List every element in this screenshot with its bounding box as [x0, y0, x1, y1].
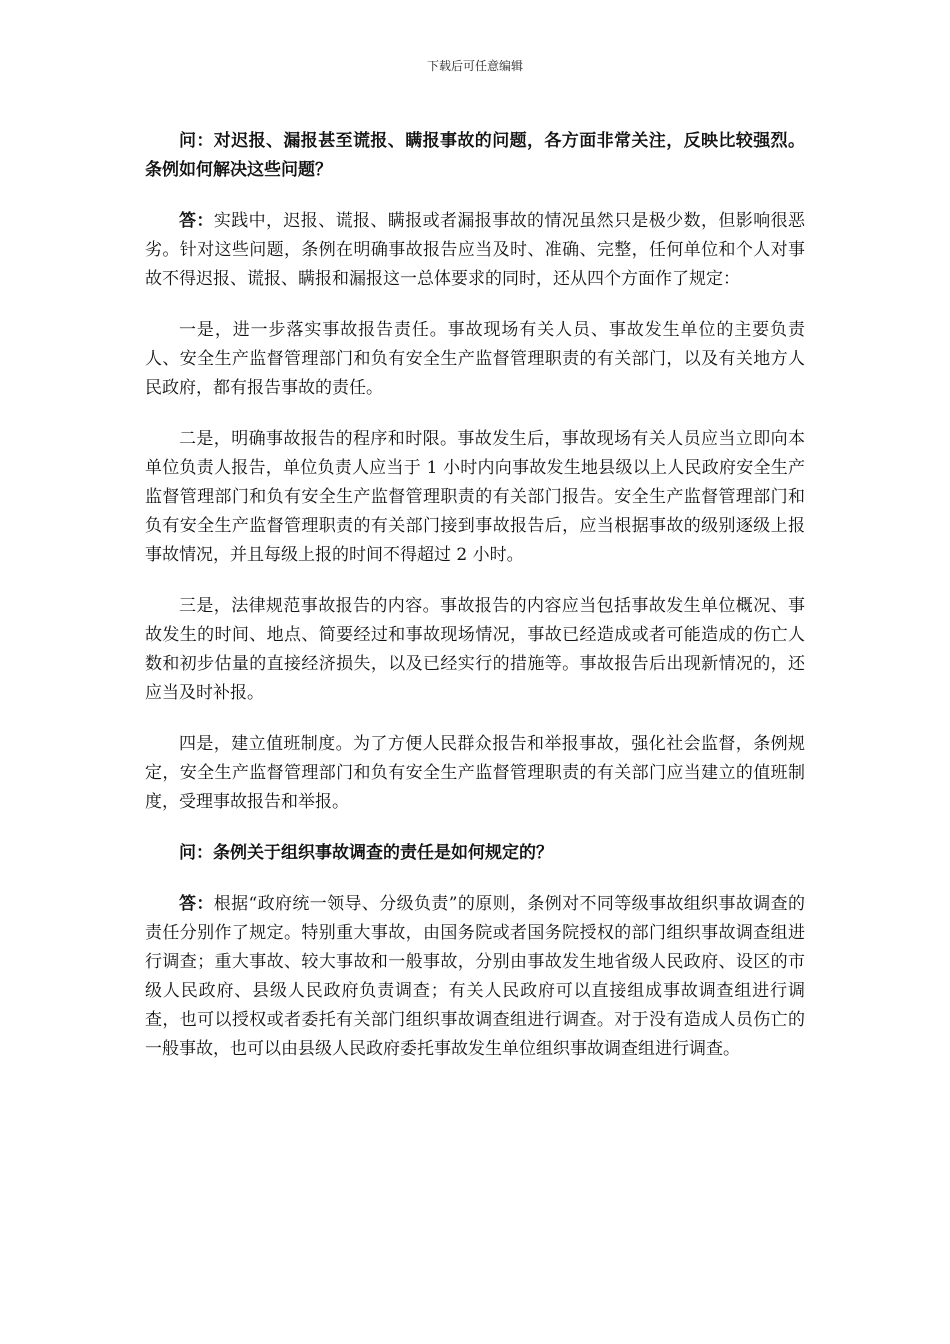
point-2: 二是，明确事故报告的程序和时限。事故发生后，事故现场有关人员应当立即向本单位负责人报告，单位负责人应当于 1 小时内向事故发生地县级以上人民政府安全生产监督管理部门和负有安全生产监督管理职责的有关部门报告。安全生产监督管理部门和负有安全生产监督管理职责的有关部门接到事故报告后，应当根据事故的级别逐级上报事故情况，并且每级上报的时间不得超过 2 小时。 — [145, 429, 805, 565]
question-1: 问：对迟报、漏报甚至谎报、瞒报事故的问题，各方面非常关注，反映比较强烈。条例如何解决这些问题？ — [145, 131, 805, 180]
document-body — [145, 127, 805, 1086]
answer-1 — [145, 207, 805, 294]
point-3: 三是，法律规范事故报告的内容。事故报告的内容应当包括事故发生单位概况、事故发生的时间、地点、简要经过和事故现场情况，事故已经造成或者可能造成的伤亡人数和初步估量的直接经济损失，以及已经实行的措施等。事故报告后出现新情况的，还应当及时补报。 — [145, 596, 805, 703]
answer-2-lead: 答： — [179, 894, 214, 914]
question-2: 问：条例关于组织事故调查的责任是如何规定的？ — [179, 843, 553, 863]
page-header: 下载后可任意编辑 — [426, 59, 523, 73]
point-1: 一是，进一步落实事故报告责任。事故现场有关人员、事故发生单位的主要负责人、安全生产监督管理部门和负有安全生产监督管理职责的有关部门，以及有关地方人民政府，都有报告事故的责任。 — [145, 320, 805, 398]
point-4: 四是，建立值班制度。为了方便人民群众报告和举报事故，强化社会监督，条例规定，安全生产监督管理部门和负有安全生产监督管理职责的有关部门应当建立的值班制度，受理事故报告和举报。 — [145, 734, 805, 812]
answer-2-text: 根据“政府统一领导、分级负责”的原则，条例对不同等级事故组织事故调查的责任分别作了规定。特别重大事故，由国务院或者国务院授权的部门组织事故调查组进行调查；重大事故、较大事故和一般事故，分别由事故发生地省级人民政府、设区的市级人民政府、县级人民政府负责调查；有关人民政府可以直接组成事故调查组进行调查，也可以授权或者委托有关部门组织事故调查组进行调查。对于没有造成人员伤亡的一般事故，也可以由县级人民政府委托事故发生单位组织事故调查组进行调查。 — [145, 894, 805, 1059]
answer-1-lead: 答： — [179, 211, 214, 231]
answer-2 — [145, 890, 805, 1064]
answer-1-text: 实践中，迟报、谎报、瞒报或者漏报事故的情况虽然只是极少数，但影响很恶劣。针对这些问题，条例在明确事故报告应当及时、准确、完整，任何单位和个人对事故不得迟报、谎报、瞒报和漏报这一总体要求的同时，还从四个方面作了规定： — [145, 211, 806, 289]
